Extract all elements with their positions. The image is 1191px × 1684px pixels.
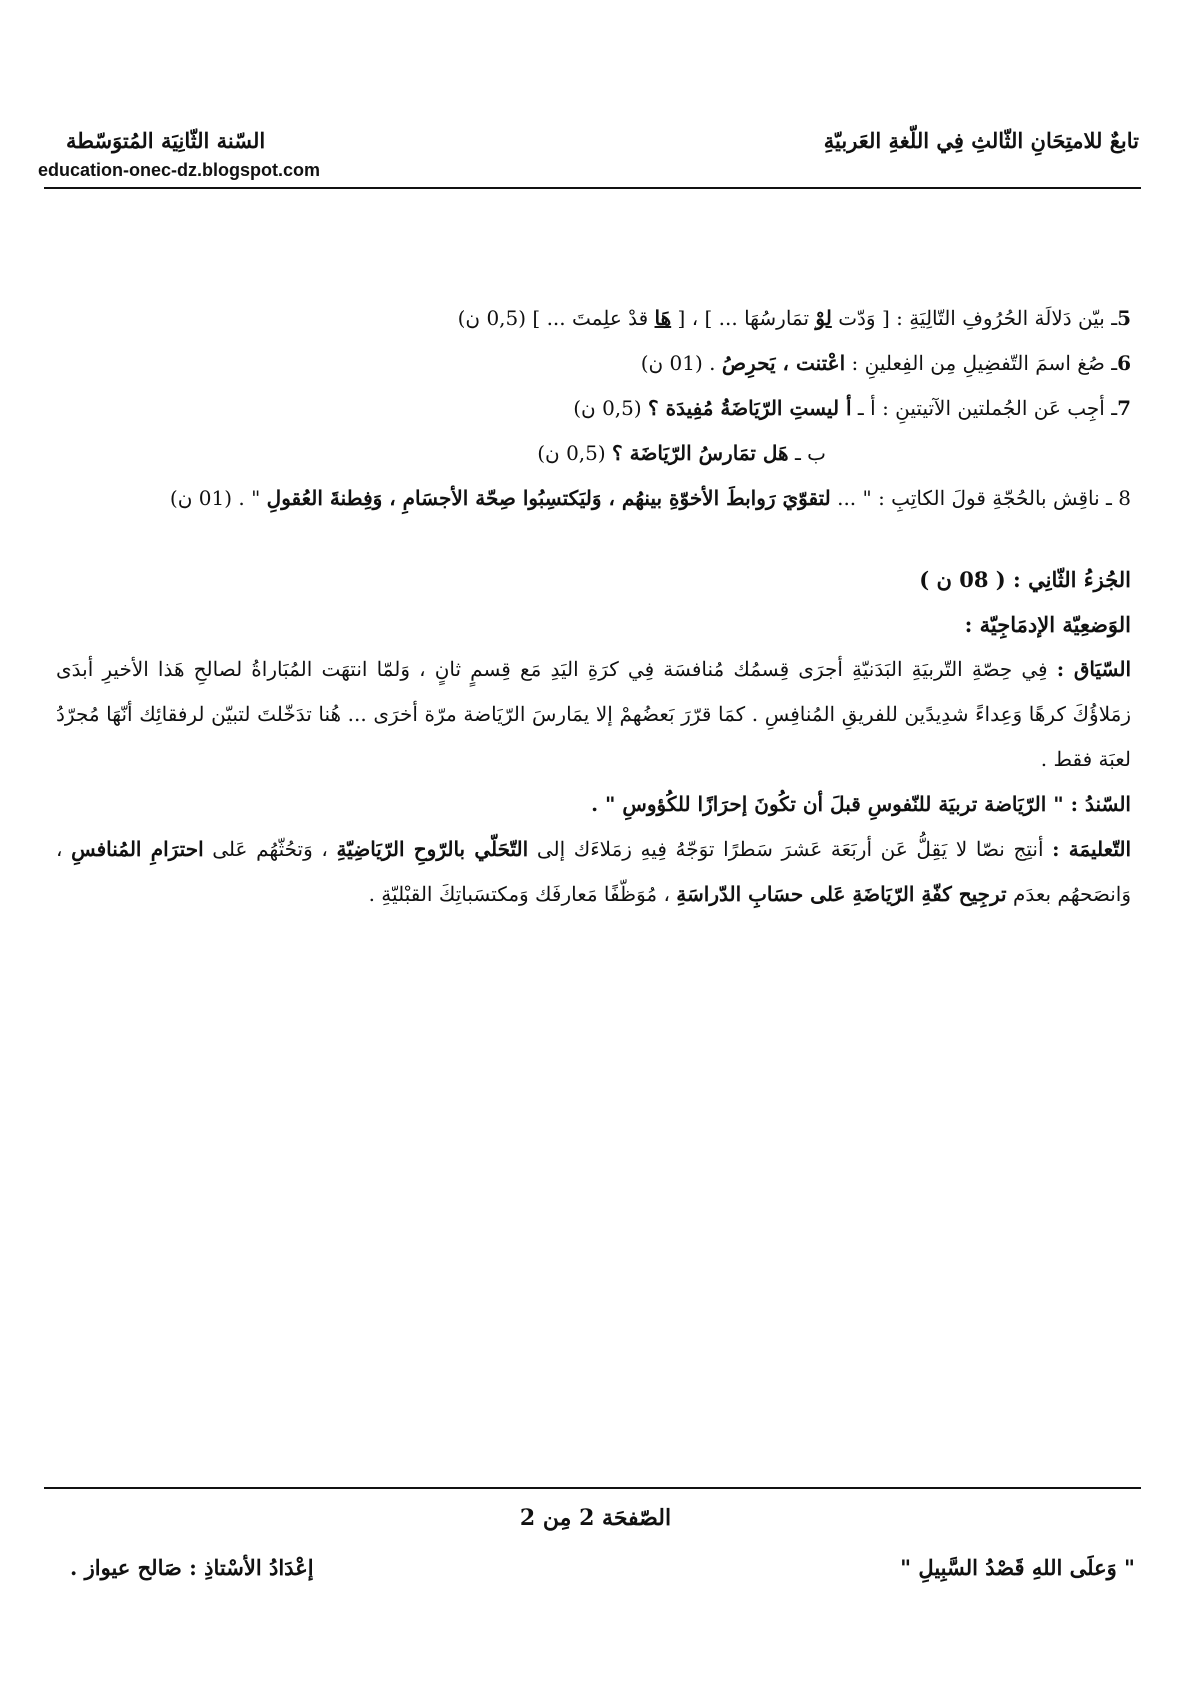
question-score: " . (01 ن) xyxy=(169,486,267,510)
instruction-label: التّعليمَة : xyxy=(1052,837,1132,861)
question-text-cont: تمَارسُهَا ... ] ، [ xyxy=(671,306,816,330)
instruction-emphasis-2: احترَامِ المُنافسِ xyxy=(71,837,204,861)
question-7 xyxy=(56,386,1131,431)
page-number: الصّفحَة 2 مِن 2 xyxy=(519,1505,672,1531)
instruction-text-4: ، مُوَظّفًا مَعارفَك وَمكتسَباتِكَ القبْليّةِ . xyxy=(368,882,677,906)
support-label: السّندُ : xyxy=(1063,792,1131,816)
part-2-title: الجُزءُ الثّانِي : ( 08 ن ) xyxy=(919,567,1131,592)
grade-level: السّنة الثّانِيَة المُتوَسّطة xyxy=(66,128,266,153)
question-score: . (01 ن) xyxy=(640,351,722,375)
sentence-b: هَل تمَارسُ الرّيَاضَة ؟ xyxy=(612,441,789,465)
instruction-emphasis-1: التّحَلّي بالرّوحِ الرّيَاضِيّةِ xyxy=(336,837,529,861)
header-divider xyxy=(44,187,1141,189)
question-number: 5 xyxy=(1117,306,1131,330)
author-quote: لتقوّيَ رَوابطَ الأخوّةِ بينهُم ، وَليَكتسِبُوا صِحّة الأجسَامِ ، وَفِطنةَ العُقولِ xyxy=(266,486,831,510)
context-paragraph xyxy=(56,647,1131,782)
question-text: ـ أجِب عَن الجُملتين الآتيتينِ : أ ـ xyxy=(851,396,1118,420)
instruction-text-1: أنتِج نصّا لا يَقِلُّ عَن أربَعَة عَشرَ سَطرًا توَجّهُ فِيهِ زمَلاءَك إلى xyxy=(528,837,1053,861)
source-url: education-onec-dz.blogspot.com xyxy=(38,160,320,180)
motto: " وَعلَى اللهِ قَصْدُ السَّبِيلِ " xyxy=(900,1555,1135,1580)
context-label: السّيَاق : xyxy=(1056,657,1131,681)
instruction-text-3: ، وَانصَحهُم بعدَم xyxy=(56,837,1131,906)
question-text-end: قدْ علِمتَ ... ] (0,5 ن) xyxy=(457,306,655,330)
exam-title: تابعٌ للامتِحَانِ الثّالثِ فِي اللّغةِ العَربيّةِ xyxy=(823,128,1139,153)
sentence-a: أ ليستِ الرّيَاضَةُ مُفِيدَة ؟ xyxy=(648,396,852,420)
exam-content xyxy=(56,296,1131,917)
context-text: فِي حِصّةِ التّربيَةِ البَدَنيّةِ أجرَى قِسمُك مُنافسَة فِي كرَةِ اليَدِ مَع قِسمٍ ثانٍ ، وَلمّا انتهَت المُبَاراةُ لصالحِ هَذا الأخيرِ أبدَى زمَلاؤُكَ كرهًا وَعِداءً شدِيدًين للفريقِ المُنافِسِ . كمَا قرّرَ بَعضُهمْ إلا يمَارسَ الرّيَاضة مرّة أخرَى ... هُنا تدَخّلتَ لتبيّن لرفقائِك أنّهَا مُجرّدُ لعبَة فقط . xyxy=(56,657,1131,771)
question-7-b xyxy=(56,431,1131,476)
footer-divider xyxy=(44,1487,1141,1489)
instruction-emphasis-3: ترجِيح كفّةِ الرّيَاضَةِ عَلى حسَابِ الدّراسَةِ xyxy=(676,882,1007,906)
support-paragraph xyxy=(56,782,1131,827)
question-number: 8 xyxy=(1118,486,1131,510)
question-5 xyxy=(56,296,1131,341)
question-number: 6 xyxy=(1117,351,1131,375)
question-text: ـ بيّن دَلالَة الحُرُوفِ التّالِيَةِ : [ وَدّت xyxy=(831,306,1118,330)
integration-title: الوَضعِيّة الإدمَاجِيّة : xyxy=(964,612,1131,637)
score-b: (0,5 ن) xyxy=(537,441,613,465)
question-number: 7 xyxy=(1117,396,1131,420)
instruction-paragraph xyxy=(56,827,1131,917)
author-credit: إعْدَادُ الأسْتاذِ : صَالح عيواز . xyxy=(70,1555,314,1580)
particle-ha: هَا xyxy=(654,306,672,330)
instruction-text-2: ، وَتحُثّهُم عَلى xyxy=(203,837,337,861)
particle-law: لوْ xyxy=(815,306,832,330)
support-text: " الرّيَاضة تربيَة للنّفوسِ قبلَ أن تكُونَ إحرَازًا للكُؤوسِ " . xyxy=(591,792,1064,816)
question-8 xyxy=(56,476,1131,521)
score-a: (0,5 ن) xyxy=(573,396,649,420)
question-text: ـ صُغ اسمَ التّفضِيلِ مِن الفِعلينِ : xyxy=(845,351,1118,375)
question-text: ـ ناقِش بالحُجّةِ قولَ الكاتِبِ : " ... xyxy=(830,486,1119,510)
question-6 xyxy=(56,341,1131,386)
verbs: اعْتنت ، يَحرِصُ xyxy=(721,351,846,375)
sub-label-b: ب ـ xyxy=(788,441,826,465)
